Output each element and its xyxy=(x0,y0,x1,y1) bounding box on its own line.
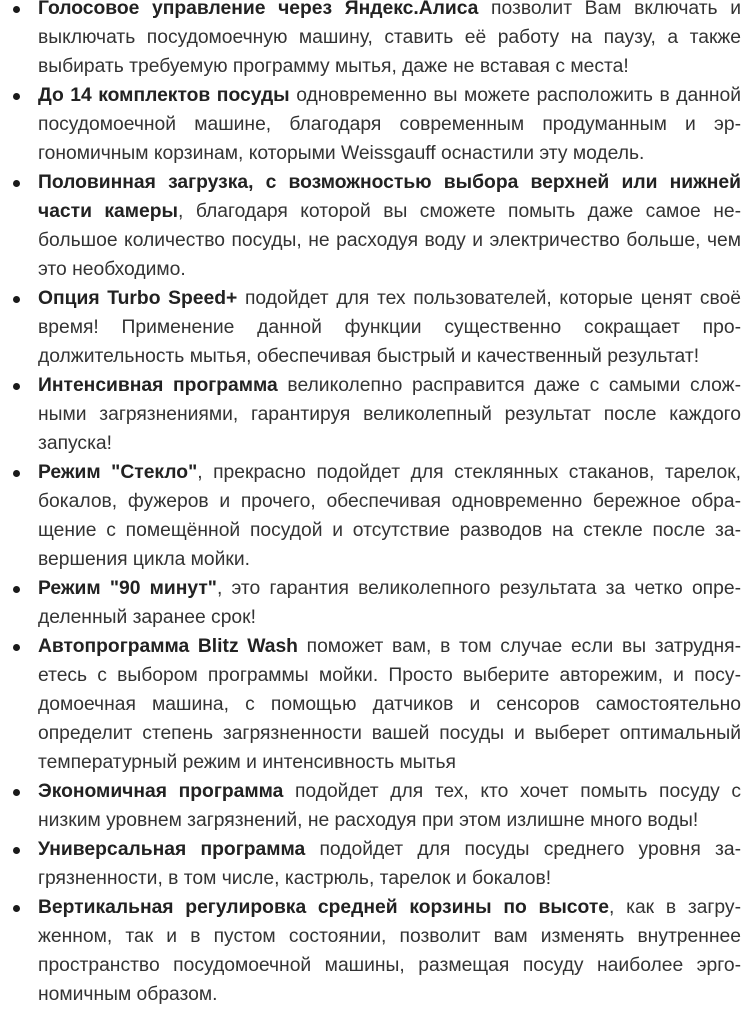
feature-title: Режим "90 минут" xyxy=(38,578,217,599)
feature-title: Половинная загрузка, с возможностью выбора верхней или нижней части камеры xyxy=(38,172,741,222)
feature-text: великолепно расправится даже с самыми сложными загрязнениями, гарантируя великолепный результат после каждого запуска! xyxy=(38,375,741,454)
list-item xyxy=(0,835,749,893)
feature-text: одновременно вы можете расположить в данной посудомоечной машине, благодаря современным продуманным и эргономичным корзинам, которыми Weissgauff оснастили эту модель. xyxy=(38,85,741,164)
feature-text: , это гарантия великолепного результата за четко определенный заранее срок! xyxy=(38,578,741,628)
bullet-icon xyxy=(13,6,20,13)
feature-title: Экономичная программа xyxy=(38,781,284,802)
bullet-icon xyxy=(13,644,20,651)
bullet-icon xyxy=(13,470,20,477)
feature-title: Интенсивная программа xyxy=(38,375,278,396)
bullet-icon xyxy=(13,93,20,100)
list-item xyxy=(0,0,749,81)
feature-title: До 14 комплектов посуды xyxy=(38,85,290,106)
feature-text: , прекрасно подойдет для стеклянных стаканов, тарелок, бокалов, фужеров и прочего, обеспечивая одновременно бережное обращение с помещённой посудой и отсутствие разводов на стекле после завершения цикла мойки. xyxy=(38,462,741,570)
list-item xyxy=(0,893,749,1009)
list-item xyxy=(0,371,749,458)
bullet-icon xyxy=(13,586,20,593)
feature-title: Вертикальная регулировка средней корзины по высоте xyxy=(38,897,609,918)
bullet-icon xyxy=(13,847,20,854)
feature-text: , благодаря которой вы сможете помыть даже самое небольшое количество посуды, не расходуя воду и электричество больше, чем это необходимо. xyxy=(38,201,741,280)
list-item xyxy=(0,777,749,835)
list-item xyxy=(0,574,749,632)
list-item xyxy=(0,168,749,284)
list-item xyxy=(0,458,749,574)
feature-text: подойдет для тех, кто хочет помыть посуду с низким уровнем загрязнений, не расходуя при этом излишне много воды! xyxy=(38,781,741,831)
feature-text: поможет вам, в том случае если вы затрудняетесь с выбором программы мойки. Просто выберите авторежим, и посудомоечная машина, с помощью датчиков и сенсоров самостоятельно определит степень загрязненности вашей посуды и выберет оптимальный температурный режим и интенсивность мытья xyxy=(38,636,741,773)
list-item xyxy=(0,284,749,371)
bullet-icon xyxy=(13,383,20,390)
list-item xyxy=(0,81,749,168)
bullet-icon xyxy=(13,905,20,912)
feature-text: подойдет для тех пользователей, которые ценят своё время! Применение данной функции существенно сокращает продолжительность мытья, обеспечивая быстрый и качественный результат! xyxy=(38,288,741,367)
feature-title: Голосовое управление через Яндекс.Алиса xyxy=(38,0,479,19)
feature-text: , как в загруженном, так и в пустом состоянии, позволит вам изменять внутреннее пространство посудомоечной машины, размещая посуду наиболее эргономичным образом. xyxy=(38,897,741,1005)
feature-text: позволит Вам включать и выключать посудомоечную машину, ставить её работу на паузу, а также выбирать требуемую программу мытья, даже не вставая с места! xyxy=(38,0,741,77)
feature-title: Автопрограмма Blitz Wash xyxy=(38,636,298,657)
feature-title: Опция Turbo Speed+ xyxy=(38,288,238,309)
feature-text: подойдет для посуды среднего уровня загрязненности, в том числе, кастрюль, тарелок и бокалов! xyxy=(38,839,741,889)
feature-title: Универсальная программа xyxy=(38,839,306,860)
list-item xyxy=(0,632,749,777)
bullet-icon xyxy=(13,296,20,303)
bullet-icon xyxy=(13,789,20,796)
bullet-icon xyxy=(13,180,20,187)
feature-title: Режим "Стекло" xyxy=(38,462,198,483)
